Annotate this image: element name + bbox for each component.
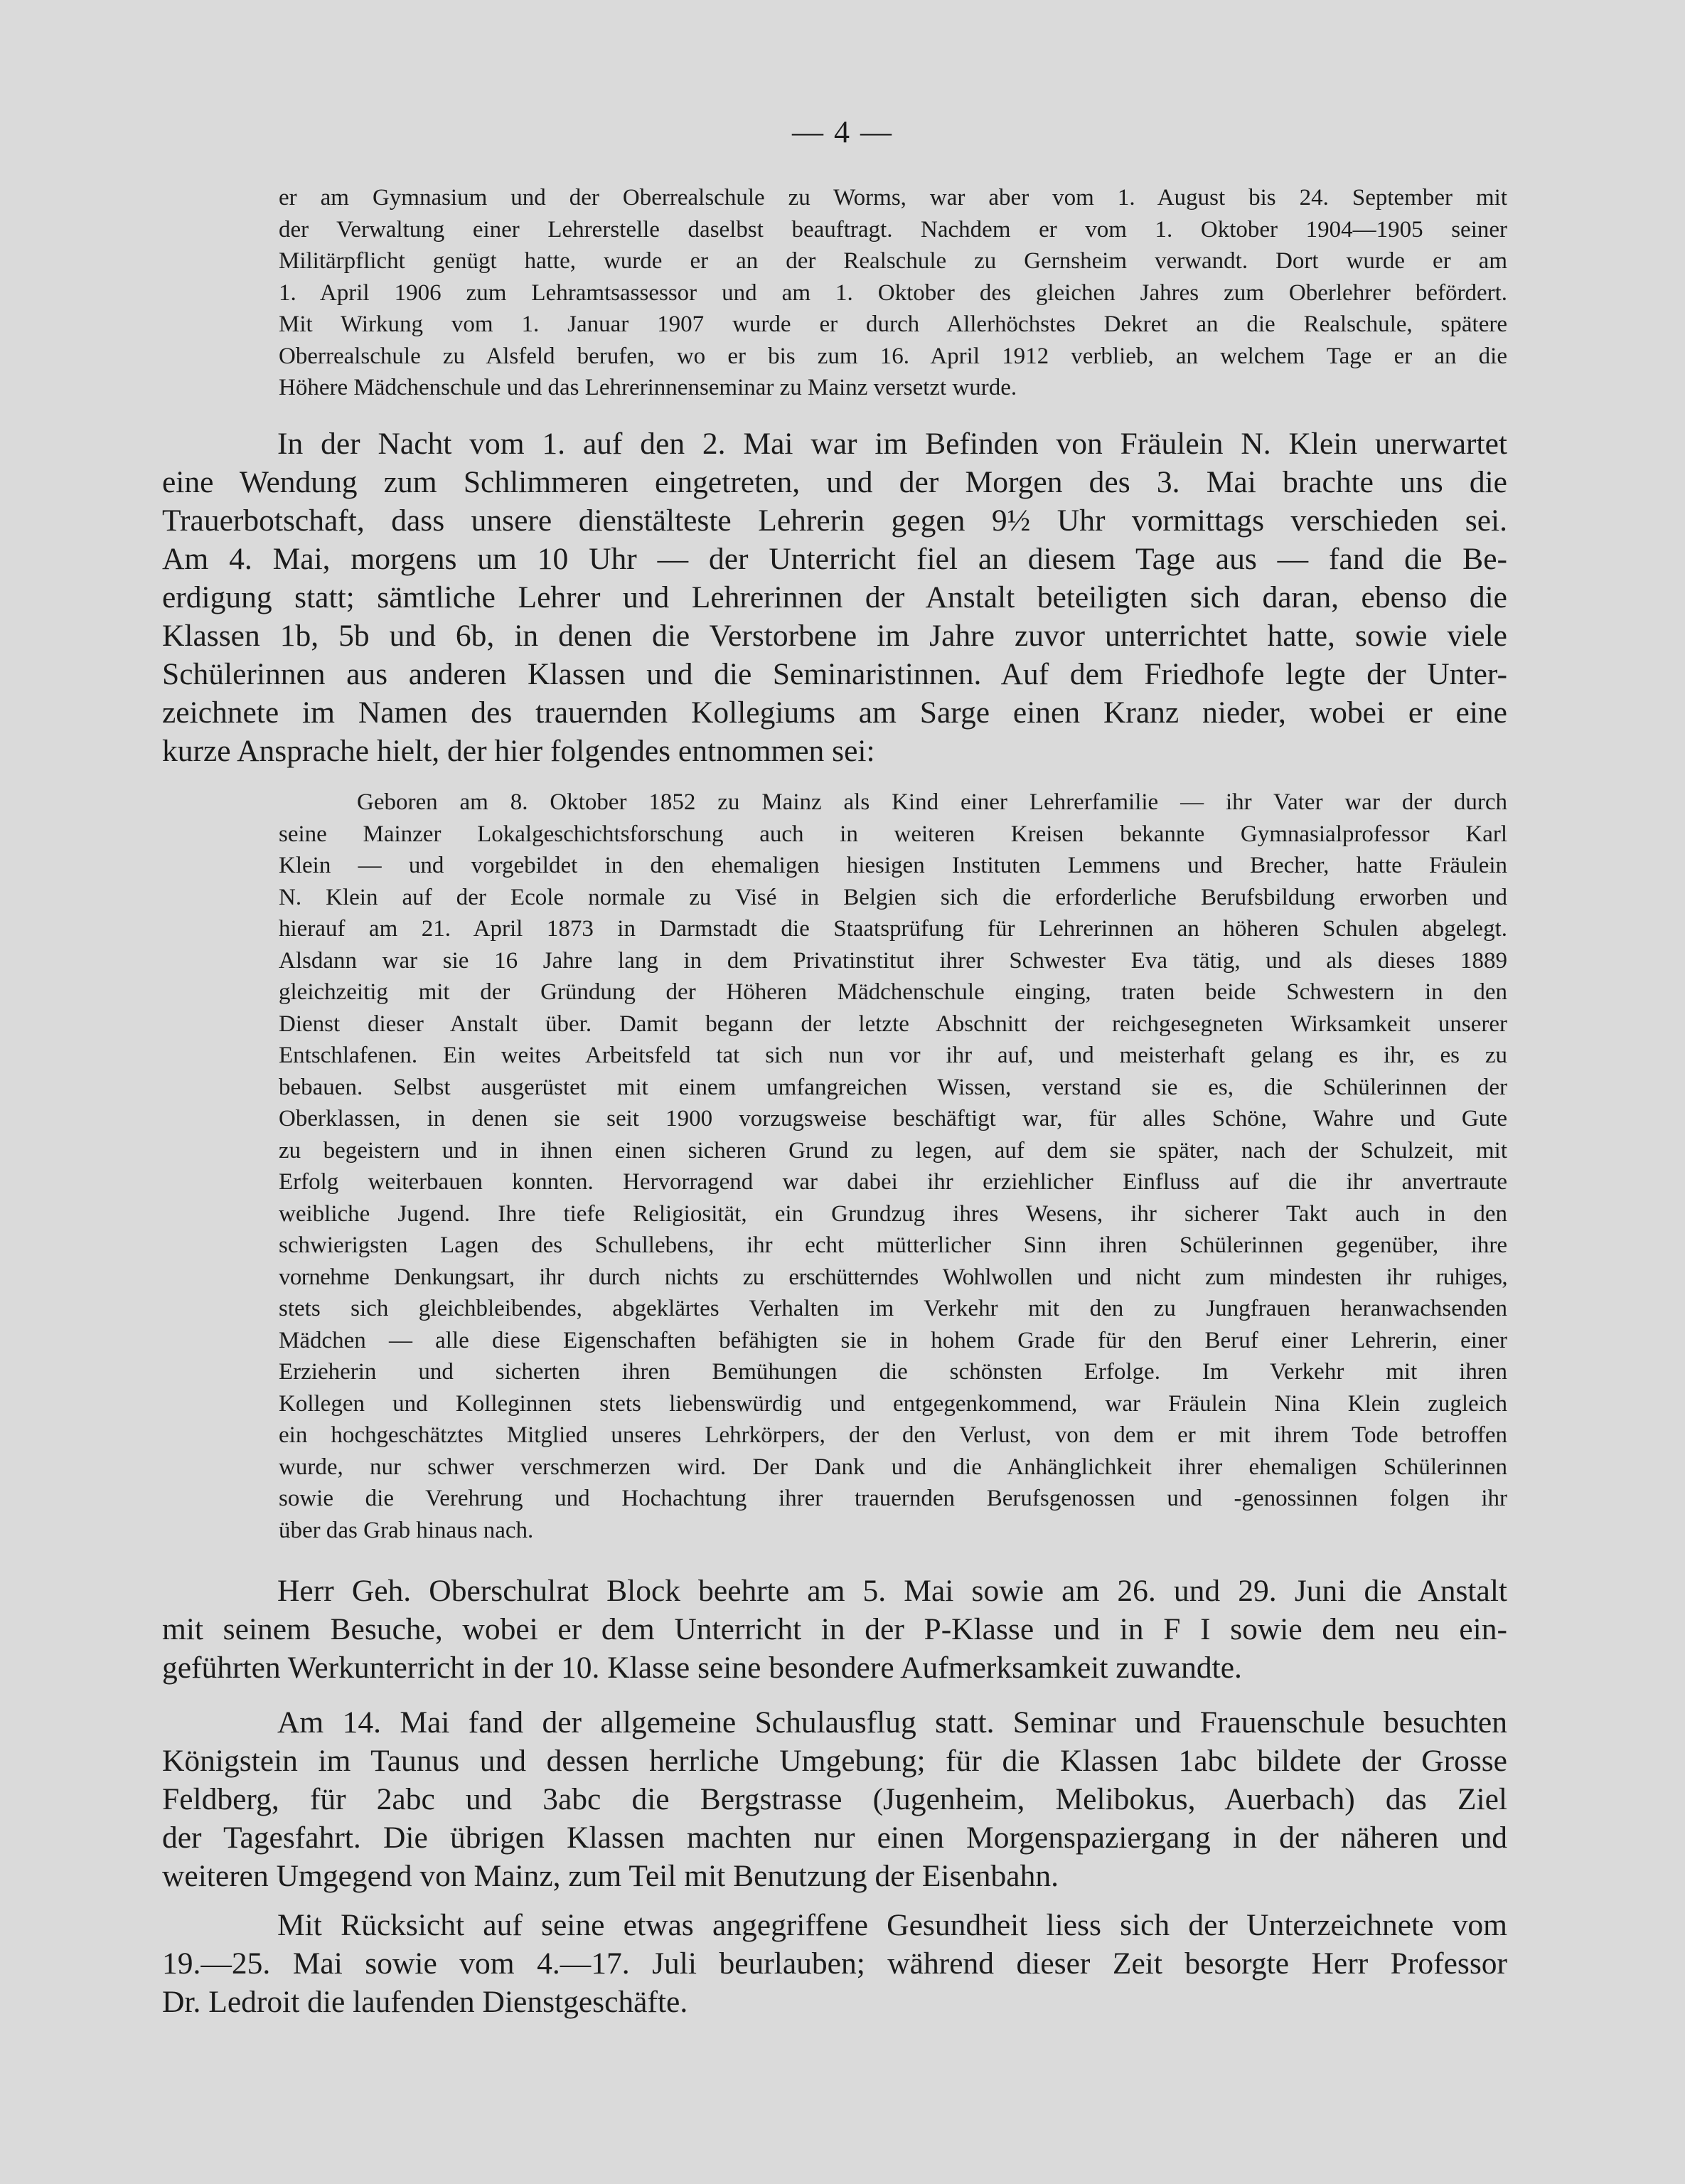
speech-line: Erfolg weiterbauen konnten. Hervorragend war dabei ihr erziehlicher Einfluss auf die ihr anvertraute bbox=[279, 1169, 1507, 1195]
speech-line: bebauen. Selbst ausgerüstet mit einem umfangreichen Wissen, verstand sie es, die Schülerinnen der bbox=[279, 1074, 1507, 1100]
speech-line: seine Mainzer Lokalgeschichtsforschung auch in weiteren Kreisen bekannte Gymnasialprofessor Karl bbox=[279, 821, 1507, 847]
intro-block bbox=[279, 182, 1507, 404]
paragraph-line: In der Nacht vom 1. auf den 2. Mai war im Befinden von Fräulein N. Klein unerwartet bbox=[277, 427, 1507, 461]
speech-line: schwierigsten Lagen des Schullebens, ihr echt mütterlicher Sinn ihren Schülerinnen gegenüber, ihre bbox=[279, 1232, 1507, 1258]
speech-block bbox=[279, 787, 1507, 1546]
paragraph-line: Schülerinnen aus anderen Klassen und die Seminaristinnen. Auf dem Friedhofe legte der Unter- bbox=[162, 657, 1507, 691]
intro-line: er am Gymnasium und der Oberrealschule zu Worms, war aber vom 1. August bis 24. September mit bbox=[279, 185, 1507, 211]
speech-line: wurde, nur schwer verschmerzen wird. Der Dank und die Anhänglichkeit ihrer ehemaligen Schülerinnen bbox=[279, 1454, 1507, 1480]
paragraph-line: weiteren Umgegend von Mainz, zum Teil mit Benutzung der Eisenbahn. bbox=[162, 1859, 1059, 1893]
speech-line: Alsdann war sie 16 Jahre lang in dem Privatinstitut ihrer Schwester Eva tätig, und als dieses 1889 bbox=[279, 947, 1507, 974]
speech-line: Erzieherin und sicherten ihren Bemühungen die schönsten Erfolge. Im Verkehr mit ihren bbox=[279, 1359, 1507, 1385]
speech-line: Geboren am 8. Oktober 1852 zu Mainz als Kind einer Lehrerfamilie — ihr Vater war der durch bbox=[357, 789, 1507, 815]
speech-line: N. Klein auf der Ecole normale zu Visé in Belgien sich die erforderliche Berufsbildung erworben und bbox=[279, 884, 1507, 910]
intro-line: Militärpflicht genügt hatte, wurde er an der Realschule zu Gernsheim verwandt. Dort wurde er am bbox=[279, 248, 1507, 274]
intro-line: 1. April 1906 zum Lehramtsassessor und am 1. Oktober des gleichen Jahres zum Oberlehrer befördert. bbox=[279, 279, 1507, 306]
paragraph-line: erdigung statt; sämtliche Lehrer und Lehrerinnen der Anstalt beteiligten sich daran, ebenso die bbox=[162, 580, 1507, 614]
speech-line: Kollegen und Kolleginnen stets liebenswürdig und entgegenkommend, war Fräulein Nina Klein zugleich bbox=[279, 1390, 1507, 1417]
paragraph-line: Herr Geh. Oberschulrat Block beehrte am 5. Mai sowie am 26. und 29. Juni die Anstalt bbox=[277, 1574, 1507, 1608]
speech-line: ein hochgeschätztes Mitglied unseres Lehrkörpers, der den Verlust, von dem er mit ihrem Tode betroffen bbox=[279, 1422, 1507, 1448]
intro-line: der Verwaltung einer Lehrerstelle daselbst beauftragt. Nachdem er vom 1. Oktober 1904—1905 seiner bbox=[279, 216, 1507, 243]
speech-line: Mädchen — alle diese Eigenschaften befähigten sie in hohem Grade für den Beruf einer Lehrerin, einer bbox=[279, 1327, 1507, 1353]
intro-line: Oberrealschule zu Alsfeld berufen, wo er bis zum 16. April 1912 verblieb, an welchem Tage er an die bbox=[279, 343, 1507, 369]
intro-line: Höhere Mädchenschule und das Lehrerinnenseminar zu Mainz versetzt wurde. bbox=[279, 375, 1017, 400]
paragraph-line: Trauerbotschaft, dass unsere dienstälteste Lehrerin gegen 9½ Uhr vormittags verschieden sei. bbox=[162, 504, 1507, 538]
intro-line: Mit Wirkung vom 1. Januar 1907 wurde er durch Allerhöchstes Dekret an die Realschule, spätere bbox=[279, 311, 1507, 337]
speech-line: sowie die Verehrung und Hochachtung ihrer trauernden Berufsgenossen und -genossinnen folgen ihr bbox=[279, 1486, 1507, 1511]
paragraph-line: Klassen 1b, 5b und 6b, in denen die Verstorbene im Jahre zuvor unterrichtet hatte, sowie viele bbox=[162, 619, 1507, 653]
paragraph-line: Mit Rücksicht auf seine etwas angegriffene Gesundheit liess sich der Unterzeichnete vom bbox=[277, 1908, 1507, 1942]
paragraph-line: Dr. Ledroit die laufenden Dienstgeschäfte. bbox=[162, 1985, 688, 2019]
paragraph-line: mit seinem Besuche, wobei er dem Unterricht in der P-Klasse und in F I sowie dem neu ein- bbox=[162, 1612, 1507, 1646]
paragraph-line: geführten Werkunterricht in der 10. Klasse seine besondere Aufmerksamkeit zuwandte. bbox=[162, 1651, 1242, 1685]
page-number: — 4 — bbox=[792, 114, 893, 149]
speech-line: zu begeistern und in ihnen einen sicheren Grund zu legen, auf dem sie später, nach der Schulzeit, mit bbox=[279, 1137, 1507, 1163]
paragraph-line: Feldberg, für 2abc und 3abc die Bergstrasse (Jugenheim, Melibokus, Auerbach) das Ziel bbox=[162, 1782, 1507, 1816]
paragraph-excursion bbox=[162, 1703, 1507, 1895]
paragraph-line: 19.—25. Mai sowie vom 4.—17. Juli beurlauben; während dieser Zeit besorgte Herr Professor bbox=[162, 1946, 1507, 1981]
speech-line: hierauf am 21. April 1873 in Darmstadt die Staatsprüfung für Lehrerinnen an höheren Schulen abgelegt. bbox=[279, 916, 1507, 942]
speech-line: Klein — und vorgebildet in den ehemaligen hiesigen Instituten Lemmens und Brecher, hatte Fräulein bbox=[279, 853, 1507, 878]
speech-line: vornehme Denkungsart, ihr durch nichts zu erschütterndes Wohlwollen und nicht zum mindesten ihr ruhiges, bbox=[279, 1264, 1507, 1290]
paragraph-line: Königstein im Taunus und dessen herrliche Umgebung; für die Klassen 1abc bildete der Grosse bbox=[162, 1744, 1507, 1778]
paragraph-visit bbox=[162, 1572, 1507, 1687]
speech-line: gleichzeitig mit der Gründung der Höheren Mädchenschule einging, traten beide Schwestern in den bbox=[279, 979, 1507, 1005]
paragraph-line: zeichnete im Namen des trauernden Kollegiums am Sarge einen Kranz nieder, wobei er eine bbox=[162, 696, 1507, 730]
speech-line: über das Grab hinaus nach. bbox=[279, 1517, 534, 1543]
paragraph-line: der Tagesfahrt. Die übrigen Klassen machten nur einen Morgenspaziergang in der näheren und bbox=[162, 1821, 1507, 1855]
intro-lines bbox=[279, 182, 1507, 404]
paragraph-line: eine Wendung zum Schlimmeren eingetreten, und der Morgen des 3. Mai brachte uns die bbox=[162, 465, 1507, 499]
speech-line: weibliche Jugend. Ihre tiefe Religiosität, ein Grundzug ihres Wesens, ihr sicherer Takt auch in den bbox=[279, 1200, 1507, 1227]
paragraph-line: Am 4. Mai, morgens um 10 Uhr — der Unterricht fiel an diesem Tage aus — fand die Be- bbox=[162, 542, 1507, 576]
paragraph-line: Am 14. Mai fand der allgemeine Schulausflug statt. Seminar und Frauenschule besuchten bbox=[277, 1705, 1507, 1740]
paragraph-leave bbox=[162, 1906, 1507, 2021]
paragraph-death-notice bbox=[162, 425, 1507, 770]
speech-line: Dienst dieser Anstalt über. Damit begann der letzte Abschnitt der reichgesegneten Wirksamkeit unserer bbox=[279, 1011, 1507, 1037]
speech-line: Entschlafenen. Ein weites Arbeitsfeld tat sich nun vor ihr auf, und meisterhaft gelang es ihr, es zu bbox=[279, 1043, 1507, 1068]
speech-line: Oberklassen, in denen sie seit 1900 vorzugsweise beschäftigt war, für alles Schöne, Wahre und Gute bbox=[279, 1106, 1507, 1131]
paragraph-line: kurze Ansprache hielt, der hier folgendes entnommen sei: bbox=[162, 734, 875, 768]
speech-line: stets sich gleichbleibendes, abgeklärtes Verhalten im Verkehr mit den zu Jungfrauen heranwachsenden bbox=[279, 1296, 1507, 1321]
